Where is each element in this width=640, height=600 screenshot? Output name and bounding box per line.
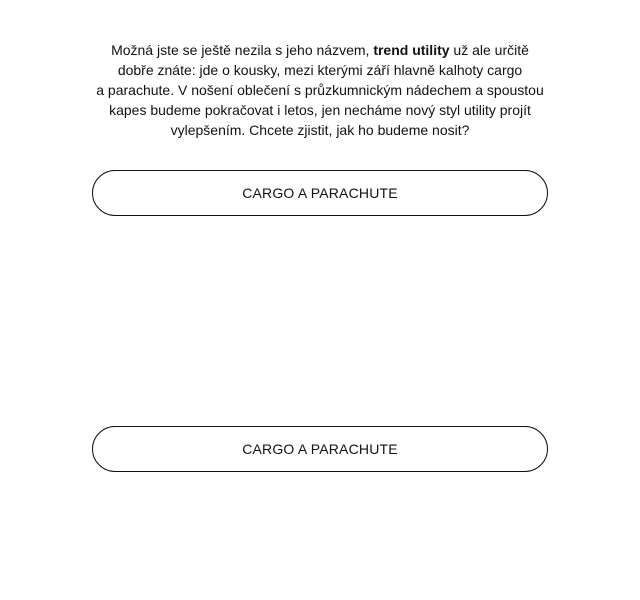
intro-line-2: dobře znáte: jde o kousky, mezi kterými září hlavně kalhoty cargo (117, 62, 523, 78)
intro-line-4: kapes budeme pokračovat i letos, jen necháme nový styl utility projít (109, 102, 531, 118)
intro-text: Možná jste se ještě nezila s jeho názvem, (111, 42, 374, 58)
intro-line-1 (90, 40, 550, 60)
intro-line-5: vylepšením. Chcete zjistit, jak ho budeme nosit? (170, 122, 470, 138)
intro-text: už ale určitě (449, 42, 529, 58)
cargo-parachute-button[interactable]: CARGO A PARACHUTE (92, 170, 548, 216)
intro-line-3: a parachute. V nošení oblečení s průzkumnickým nádechem a spoustou (96, 82, 544, 98)
intro-highlight: trend utility (373, 42, 450, 58)
intro-paragraph (90, 40, 550, 140)
cargo-parachute-button-secondary[interactable]: CARGO A PARACHUTE (92, 426, 548, 472)
